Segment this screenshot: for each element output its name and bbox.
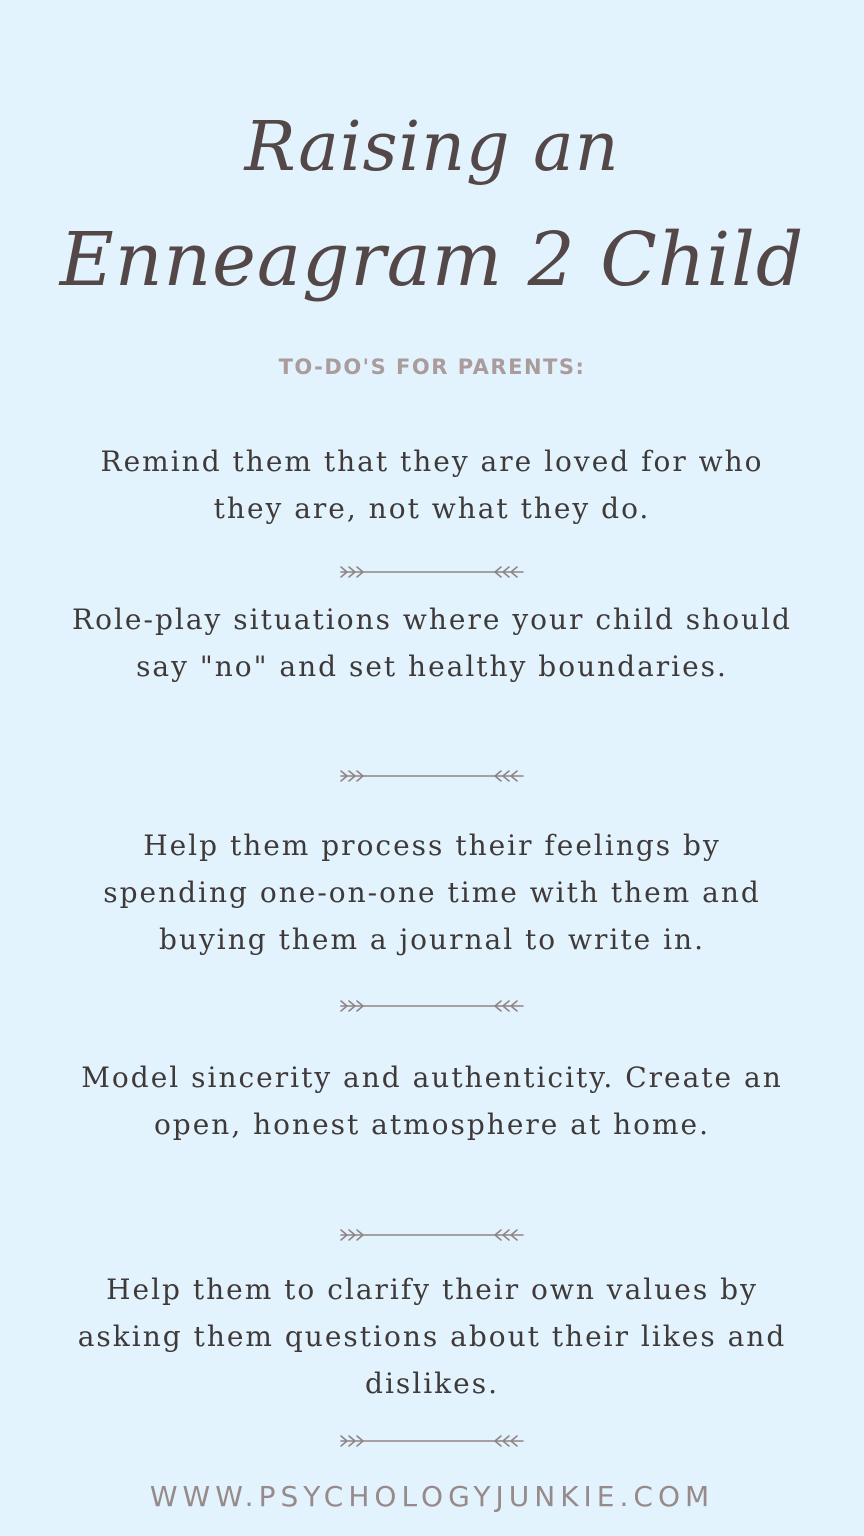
arrow-divider-icon bbox=[337, 1225, 527, 1245]
todo-item-3: Help them process their feelings by spending one-on-one time with them and buying them a journal to write in. bbox=[103, 829, 761, 956]
todo-item-4: Model sincerity and authenticity. Create an open, honest atmosphere at home. bbox=[81, 1061, 783, 1141]
todo-item-2: Role-play situations where your child should say "no" and set healthy boundaries. bbox=[72, 603, 792, 683]
arrow-divider-icon bbox=[337, 562, 527, 582]
subtitle: TO-DO'S FOR PARENTS: bbox=[278, 355, 586, 379]
footer-website-url: WWW.PSYCHOLOGYJUNKIE.COM bbox=[149, 1480, 715, 1513]
title-line-1: Raising an bbox=[244, 108, 620, 187]
arrow-divider-icon bbox=[337, 766, 527, 786]
arrow-divider-icon bbox=[337, 1431, 527, 1451]
todo-item-5: Help them to clarify their own values by asking them questions about their likes and dislikes. bbox=[77, 1273, 787, 1400]
todo-item-1: Remind them that they are loved for who they are, not what they do. bbox=[100, 445, 764, 525]
title-line-2: Enneagram 2 Child bbox=[59, 217, 805, 303]
arrow-divider-icon bbox=[337, 996, 527, 1016]
